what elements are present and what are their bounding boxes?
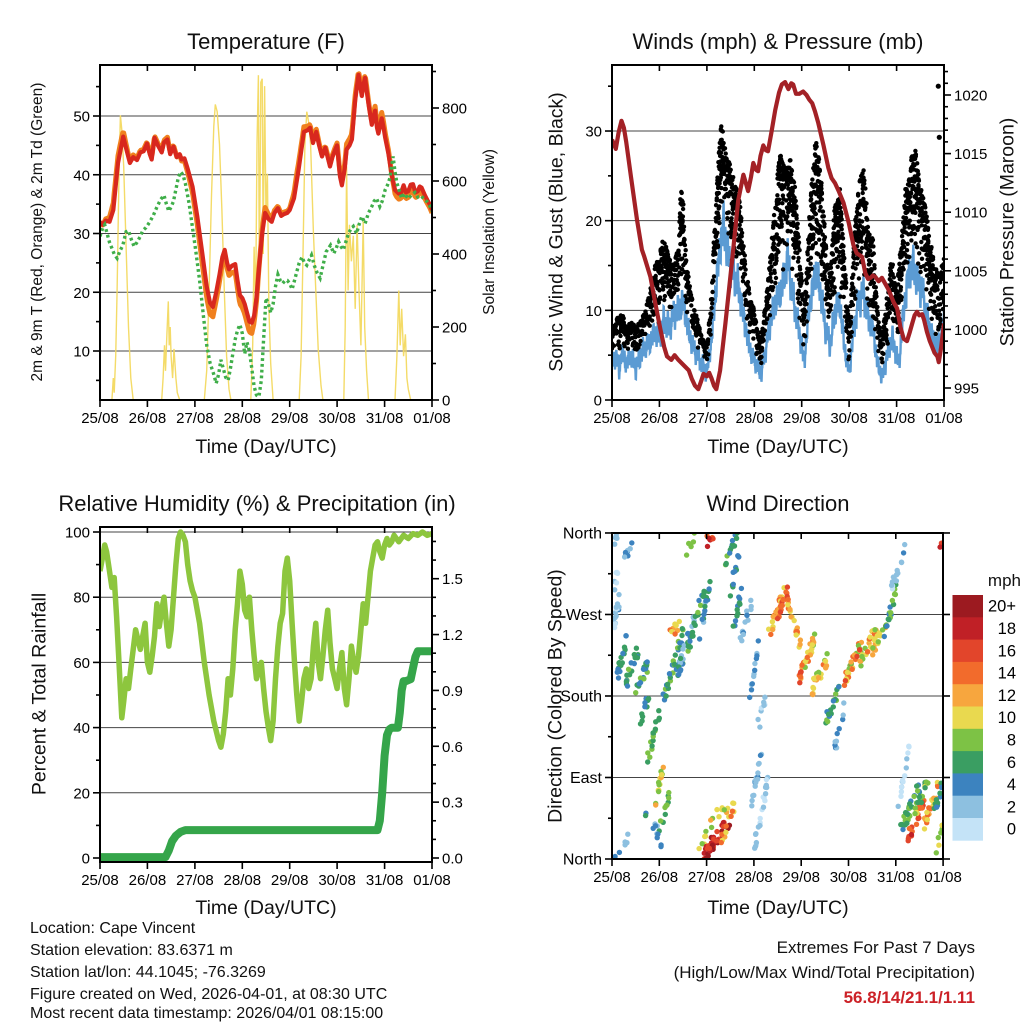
y-tick-label: 1010: [954, 204, 988, 222]
y-axis-label-direction: Direction (Colored By Speed): [544, 569, 567, 823]
footer-latlon: Station lat/lon: 44.1045; -76.3269: [30, 964, 266, 981]
x-tick-label: 29/08: [782, 869, 820, 886]
y-tick-label: 400: [442, 246, 468, 264]
y-axis-label-temp-left: 2m & 9m T (Red, Orange) & 2m Td (Green): [29, 82, 46, 382]
x-axis-label-direction: Time (Day/UTC): [707, 897, 849, 919]
y-tick-label: 800: [442, 100, 468, 118]
x-tick-label: 31/08: [365, 872, 404, 889]
colorbar-tick-label: 6: [1006, 753, 1016, 772]
x-tick-label: 30/08: [830, 410, 868, 427]
y-axis-label-pressure: Station Pressure (Maroon): [996, 117, 1019, 347]
colorbar-swatch: [953, 796, 984, 819]
x-tick-label: 27/08: [176, 410, 214, 427]
colorbar-tick-label: 16: [997, 642, 1016, 661]
y-tick-label: 0: [593, 392, 602, 410]
y-tick-label: 50: [73, 108, 90, 126]
y-axis-label-percent-rainfall: Percent & Total Rainfall: [28, 592, 51, 796]
y-tick-label: 30: [73, 226, 90, 243]
y-tick-label: 100: [64, 524, 90, 542]
direction-tick-label: South: [560, 688, 602, 706]
x-tick-label: 26/08: [640, 869, 679, 886]
extremes-title: Extremes For Past 7 Days: [776, 938, 975, 957]
x-tick-label: 28/08: [735, 869, 773, 886]
y-tick-label: 10: [585, 302, 602, 320]
y-tick-label: 0: [81, 850, 90, 868]
humidity-line: [100, 532, 432, 747]
x-tick-label: 25/08: [81, 410, 119, 427]
colorbar-swatch: [953, 617, 984, 640]
y-tick-label: 20: [73, 785, 90, 803]
y-tick-label: 995: [954, 380, 980, 398]
colorbar-tick-label: 12: [997, 686, 1016, 705]
wind-pressure-series: [610, 82, 947, 389]
extremes-subtitle: (High/Low/Max Wind/Total Precipitation): [673, 963, 975, 982]
x-tick-label: 29/08: [270, 410, 309, 427]
y-tick-label: 10: [73, 343, 90, 361]
y-tick-label: 0.3: [442, 794, 463, 812]
y-tick-label: 1000: [954, 321, 988, 339]
direction-tick-label: West: [565, 606, 602, 624]
y-tick-label: 1.5: [442, 571, 463, 589]
x-tick-label: 26/08: [128, 872, 167, 889]
speed-colorbar: [953, 595, 1017, 841]
y-tick-label: 0.9: [442, 682, 463, 700]
x-tick-label: 25/08: [593, 410, 631, 427]
colorbar-swatch: [953, 773, 984, 796]
y-tick-label: 20: [585, 213, 602, 231]
panel-title-wind-direction: Wind Direction: [706, 491, 850, 516]
rainfall-line: [100, 651, 432, 857]
y-axis-label-insolation: Solar Insolation (Yellow): [481, 149, 498, 315]
x-axis-label-humidity: Time (Day/UTC): [195, 897, 337, 919]
panel-title-winds-pressure: Winds (mph) & Pressure (mb): [632, 29, 924, 54]
panel-title-temperature: Temperature (F): [187, 29, 345, 54]
x-tick-label: 25/08: [593, 869, 631, 886]
colorbar-tick-label: 20+: [988, 597, 1016, 616]
footer-elevation: Station elevation: 83.6371 m: [30, 942, 233, 959]
y-tick-label: 0.0: [442, 850, 463, 868]
panel-title-humidity-precip: Relative Humidity (%) & Precipitation (in): [58, 491, 456, 516]
x-tick-label: 27/08: [687, 869, 726, 886]
x-axis-label-winds: Time (Day/UTC): [707, 436, 849, 458]
extremes-values: 56.8/14/21.1/1.11: [843, 988, 975, 1007]
y-tick-label: 30: [585, 123, 602, 141]
y-tick-label: 60: [73, 654, 90, 672]
x-tick-label: 31/08: [877, 410, 916, 427]
humidity-series: [100, 532, 432, 857]
x-tick-label: 28/08: [223, 410, 262, 427]
x-tick-label: 29/08: [270, 872, 309, 889]
y-tick-label: 20: [73, 284, 90, 302]
x-tick-label: 01/08: [924, 869, 962, 886]
x-tick-label: 25/08: [81, 872, 119, 889]
y-tick-label: 1005: [954, 263, 988, 281]
x-tick-label: 01/08: [413, 410, 451, 427]
y-axis-label-wind-gust: Sonic Wind & Gust (Blue, Black): [545, 92, 568, 372]
x-tick-label: 31/08: [877, 869, 915, 886]
colorbar-swatch: [953, 818, 984, 841]
x-tick-label: 30/08: [318, 872, 356, 889]
x-axis-label-temperature: Time (Day/UTC): [195, 436, 337, 458]
footer-location: Location: Cape Vincent: [30, 920, 196, 937]
x-tick-label: 26/08: [128, 410, 167, 427]
colorbar-swatch: [953, 729, 984, 752]
colorbar-tick-label: 14: [997, 664, 1016, 683]
y-tick-label: 200: [442, 319, 468, 337]
footer-created: Figure created on Wed, 2026-04-01, at 08:30 UTC: [30, 986, 388, 1003]
y-tick-label: 600: [442, 173, 468, 191]
y-tick-label: 80: [73, 589, 90, 607]
colorbar-tick-label: 18: [997, 619, 1016, 638]
colorbar-tick-label: 0: [1006, 820, 1016, 839]
y-tick-label: 1015: [954, 146, 988, 164]
colorbar-tick-label: 8: [1006, 731, 1016, 750]
x-tick-label: 28/08: [735, 410, 774, 427]
x-tick-label: 30/08: [318, 410, 356, 427]
y-tick-label: 0.6: [442, 738, 463, 756]
x-tick-label: 26/08: [640, 410, 679, 427]
x-tick-label: 28/08: [223, 872, 262, 889]
colorbar-swatch: [953, 751, 984, 774]
x-tick-label: 29/08: [782, 410, 821, 427]
x-tick-label: 01/08: [413, 872, 451, 889]
colorbar-tick-label: 2: [1006, 798, 1016, 817]
x-tick-label: 01/08: [925, 410, 963, 427]
colorbar-swatch: [953, 684, 984, 707]
y-tick-label: 1020: [954, 87, 988, 105]
x-tick-label: 30/08: [829, 869, 868, 886]
x-tick-label: 27/08: [176, 872, 214, 889]
colorbar-swatch: [953, 595, 984, 618]
footer-timestamp: Most recent data timestamp: 2026/04/01 08:15:00: [30, 1005, 384, 1022]
direction-tick-label: North: [562, 525, 602, 543]
y-tick-label: 40: [73, 720, 90, 738]
y-tick-label: 0: [442, 392, 451, 410]
colorbar-tick-label: 4: [1006, 776, 1016, 794]
colorbar-swatch: [953, 640, 984, 663]
x-tick-label: 27/08: [688, 410, 726, 427]
colorbar-swatch: [953, 707, 984, 730]
colorbar-swatch: [953, 662, 984, 685]
colorbar-title: mph: [987, 571, 1021, 590]
direction-tick-label: East: [569, 769, 602, 787]
x-tick-label: 31/08: [365, 410, 404, 427]
y-tick-label: 1.2: [442, 627, 463, 645]
colorbar-tick-label: 10: [997, 709, 1016, 728]
direction-tick-label: North: [562, 851, 602, 869]
y-tick-label: 40: [73, 167, 90, 185]
